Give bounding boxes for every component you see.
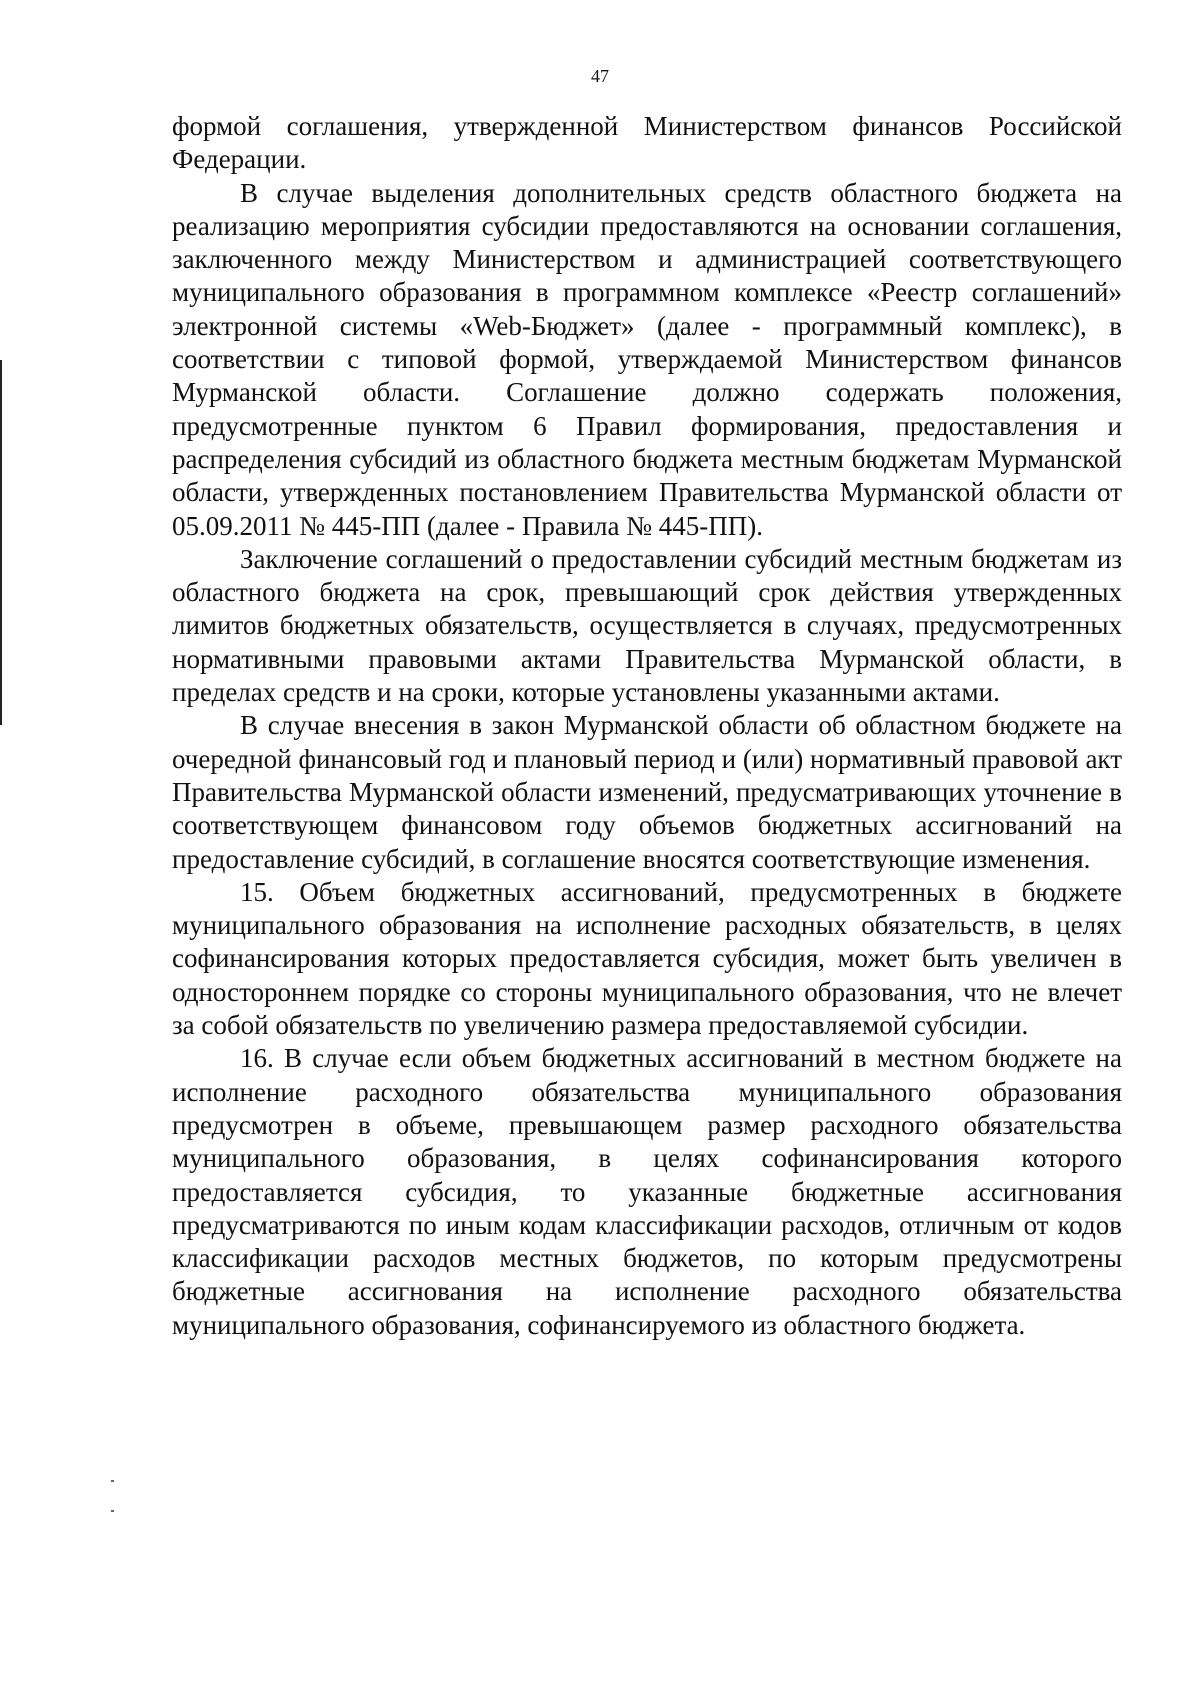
paragraph-continuation: формой соглашения, утвержденной Министерством финансов Российской Федерации. <box>172 111 1122 175</box>
scan-speck <box>111 1480 114 1482</box>
paragraph-budget-law-changes: В случае внесения в закон Мурманской области об областном бюджете на очередной финансовый год и плановый период и (или) нормативный правовой акт Правительства Мурманской области изменений, предусматривающих уточнение в соответствующем финансовом году объемов бюджетных ассигнований на предоставление субсидий, в соглашение вносятся соответствующие изменения. <box>172 710 1122 874</box>
paragraph-agreement-conclusion: Заключение соглашений о предоставлении субсидий местным бюджетам из областного бюджета на срок, превышающий срок действия утвержденных лимитов бюджетных обязательств, осуществляется в случаях, предусмотренных нормативными правовыми актами Правительства Мурманской области, в пределах средств и на сроки, которые установлены указанными актами. <box>172 543 1122 708</box>
document-body <box>172 110 1122 1342</box>
paragraph-item-15: 15. Объем бюджетных ассигнований, предусмотренных в бюджете муниципального образования на исполнение расходных обязательств, в целях софинансирования которых предоставляется субсидия, может быть увеличен в одностороннем порядке со стороны муниципального образования, что не влечет за собой обязательств по увеличению размера предоставляемой субсидии. <box>172 876 1122 1041</box>
scan-speck <box>111 1510 114 1512</box>
page-number: 47 <box>591 66 609 86</box>
paragraph-additional-funds: В случае выделения дополнительных средств областного бюджета на реализацию мероприятия субсидии предоставляются на основании соглашения, заключенного между Министерством и администрацией соответствующего муниципального образования в программном комплексе «Реестр соглашений» электронной системы «Web-Бюджет» (далее - программный комплекс), в соответствии с типовой формой, утверждаемой Министерством финансов Мурманской области. Соглашение должно содержать положения, предусмотренные пунктом 6 Правил формирования, предоставления и распределения субсидий из областного бюджета местным бюджетам Мурманской области, утвержденных постановлением Правительства Мурманской области от 05.09.2011 № 445-ПП (далее - Правила № 445-ПП). <box>172 177 1122 541</box>
paragraph-item-16: 16. В случае если объем бюджетных ассигнований в местном бюджете на исполнение расходного обязательства муниципального образования предусмотрен в объеме, превышающем размер расходного обязательства муниципального образования, в целях софинансирования которого предоставляется субсидия, то указанные бюджетные ассигнования предусматриваются по иным кодам классификации расходов, отличным от кодов классификации расходов местных бюджетов, по которым предусмотрены бюджетные ассигнования на исполнение расходного обязательства муниципального образования, софинансируемого из областного бюджета. <box>172 1043 1122 1340</box>
scan-edge-mark <box>0 360 2 725</box>
